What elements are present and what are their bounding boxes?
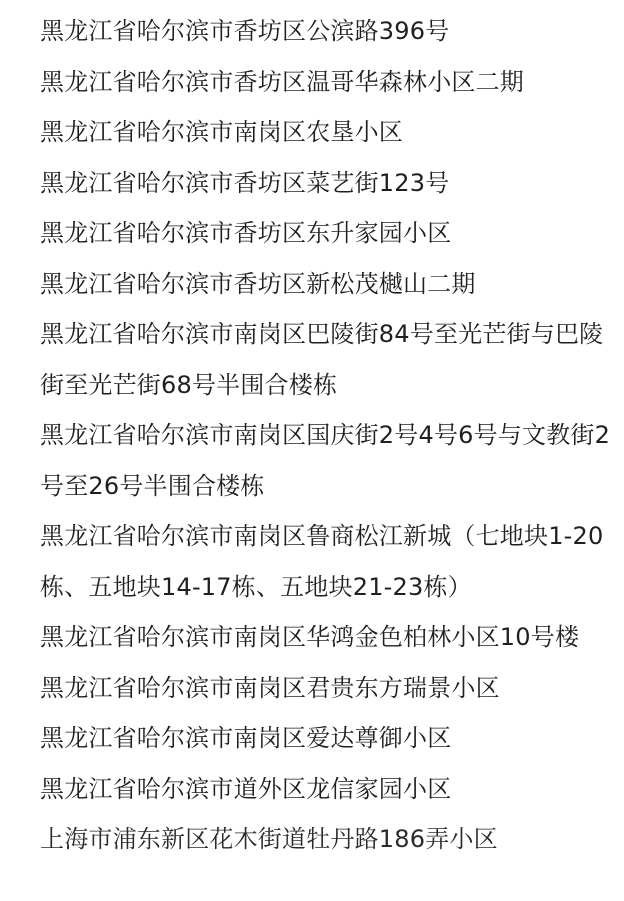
address-list bbox=[40, 6, 614, 865]
address-item: 上海市浦东新区花木街道牡丹路186弄小区 bbox=[40, 825, 498, 853]
address-item: 黑龙江省哈尔滨市香坊区公滨路396号 bbox=[40, 17, 450, 45]
address-item: 黑龙江省哈尔滨市南岗区君贵东方瑞景小区 bbox=[40, 673, 500, 702]
address-item: 黑龙江省哈尔滨市南岗区农垦小区 bbox=[40, 118, 403, 146]
address-item: 黑龙江省哈尔滨市南岗区巴陵街84号至光芒街与巴陵街至光芒街68号半围合楼栋 bbox=[40, 320, 604, 399]
address-item: 黑龙江省哈尔滨市南岗区爱达尊御小区 bbox=[40, 724, 452, 752]
address-item: 黑龙江省哈尔滨市南岗区华鸿金色柏林小区10号楼 bbox=[40, 623, 580, 651]
address-item: 黑龙江省哈尔滨市香坊区温哥华森林小区二期 bbox=[40, 67, 524, 96]
address-item: 黑龙江省哈尔滨市道外区龙信家园小区 bbox=[40, 774, 452, 803]
address-item: 黑龙江省哈尔滨市南岗区国庆街2号4号6号与文教街2号至26号半围合楼栋 bbox=[40, 421, 611, 500]
address-item: 黑龙江省哈尔滨市香坊区东升家园小区 bbox=[40, 219, 452, 247]
address-item: 黑龙江省哈尔滨市南岗区鲁商松江新城（七地块1-20栋、五地块14-17栋、五地块21-23栋） bbox=[40, 522, 604, 601]
address-item: 黑龙江省哈尔滨市香坊区新松茂樾山二期 bbox=[40, 269, 476, 298]
address-item: 黑龙江省哈尔滨市香坊区菜艺街123号 bbox=[40, 168, 450, 197]
